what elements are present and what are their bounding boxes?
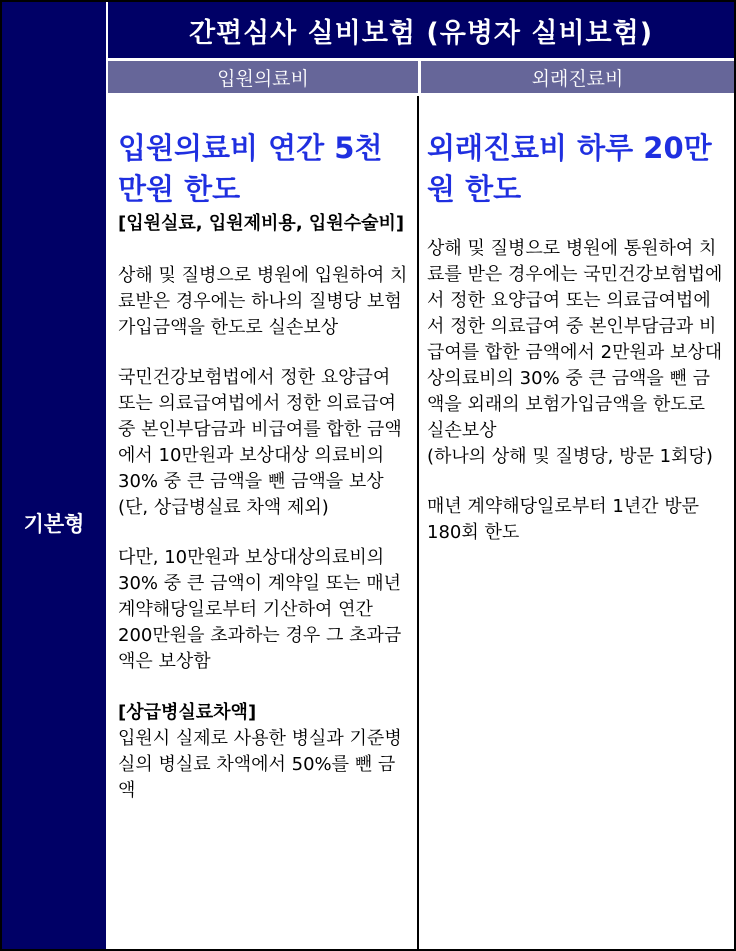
column-header-inpatient: 입원의료비 — [108, 61, 418, 93]
outpatient-headline: 외래진료비 하루 20만원 한도 — [427, 131, 712, 206]
row-label-basic: 기본형 — [23, 511, 85, 536]
inpatient-cell — [108, 96, 419, 949]
outpatient-cell — [421, 96, 734, 949]
outpatient-paragraph-1: 상해 및 질병으로 병원에 통원하여 치료를 받은 경우에는 국민건강보험법에서 정한 요양급여 또는 의료급여법에서 정한 의료급여 중 본인부담금과 비급여를 합한 금액에서 2만원과 보상대상의료비의 30% 중 큰 금액을 뺀 금액을 외래의 보험가입금액을 한도로 실손보상 — [427, 238, 723, 441]
inpatient-paragraph-3: 다만, 10만원과 보상대상의료비의 30% 중 큰 금액이 계약일 또는 매년 계약해당일로부터 기산하여 연간 200만원을 초과하는 경우 그 초과금액은 보상함 — [118, 547, 402, 672]
table-title: 간편심사 실비보험 (유병자 실비보험) — [108, 2, 734, 58]
inpatient-paragraph-1: 상해 및 질병으로 병원에 입원하여 치료받은 경우에는 하나의 질병당 보험가입금액을 한도로 실손보상 — [118, 265, 408, 338]
inpatient-paragraph-4: 입원시 실제로 사용한 병실과 기준병실의 병실료 차액에서 50%를 뺀 금액 — [118, 728, 402, 801]
inpatient-subtitle: [입원실료, 입원제비용, 입원수술비] — [118, 213, 405, 234]
column-header-outpatient: 외래진료비 — [421, 61, 734, 93]
inpatient-headline: 입원의료비 연간 5천만원 한도 — [118, 131, 383, 206]
outpatient-paragraph-2: (하나의 상해 및 질병당, 방문 1회당) — [427, 446, 713, 467]
inpatient-paragraph-2: 국민건강보험법에서 정한 요양급여 또는 의료급여법에서 정한 의료급여 중 본인부담금과 비급여를 합한 금액에서 10만원과 보상대상 의료비의 30% 중 큰 금액을 뺀 금액을 보상 (단, 상급병실료 차액 제외) — [118, 367, 402, 518]
outpatient-paragraph-3: 매년 계약해당일로부터 1년간 방문 180회 한도 — [427, 496, 700, 543]
room-fee-section-title: [상급병실료차액] — [118, 702, 257, 723]
